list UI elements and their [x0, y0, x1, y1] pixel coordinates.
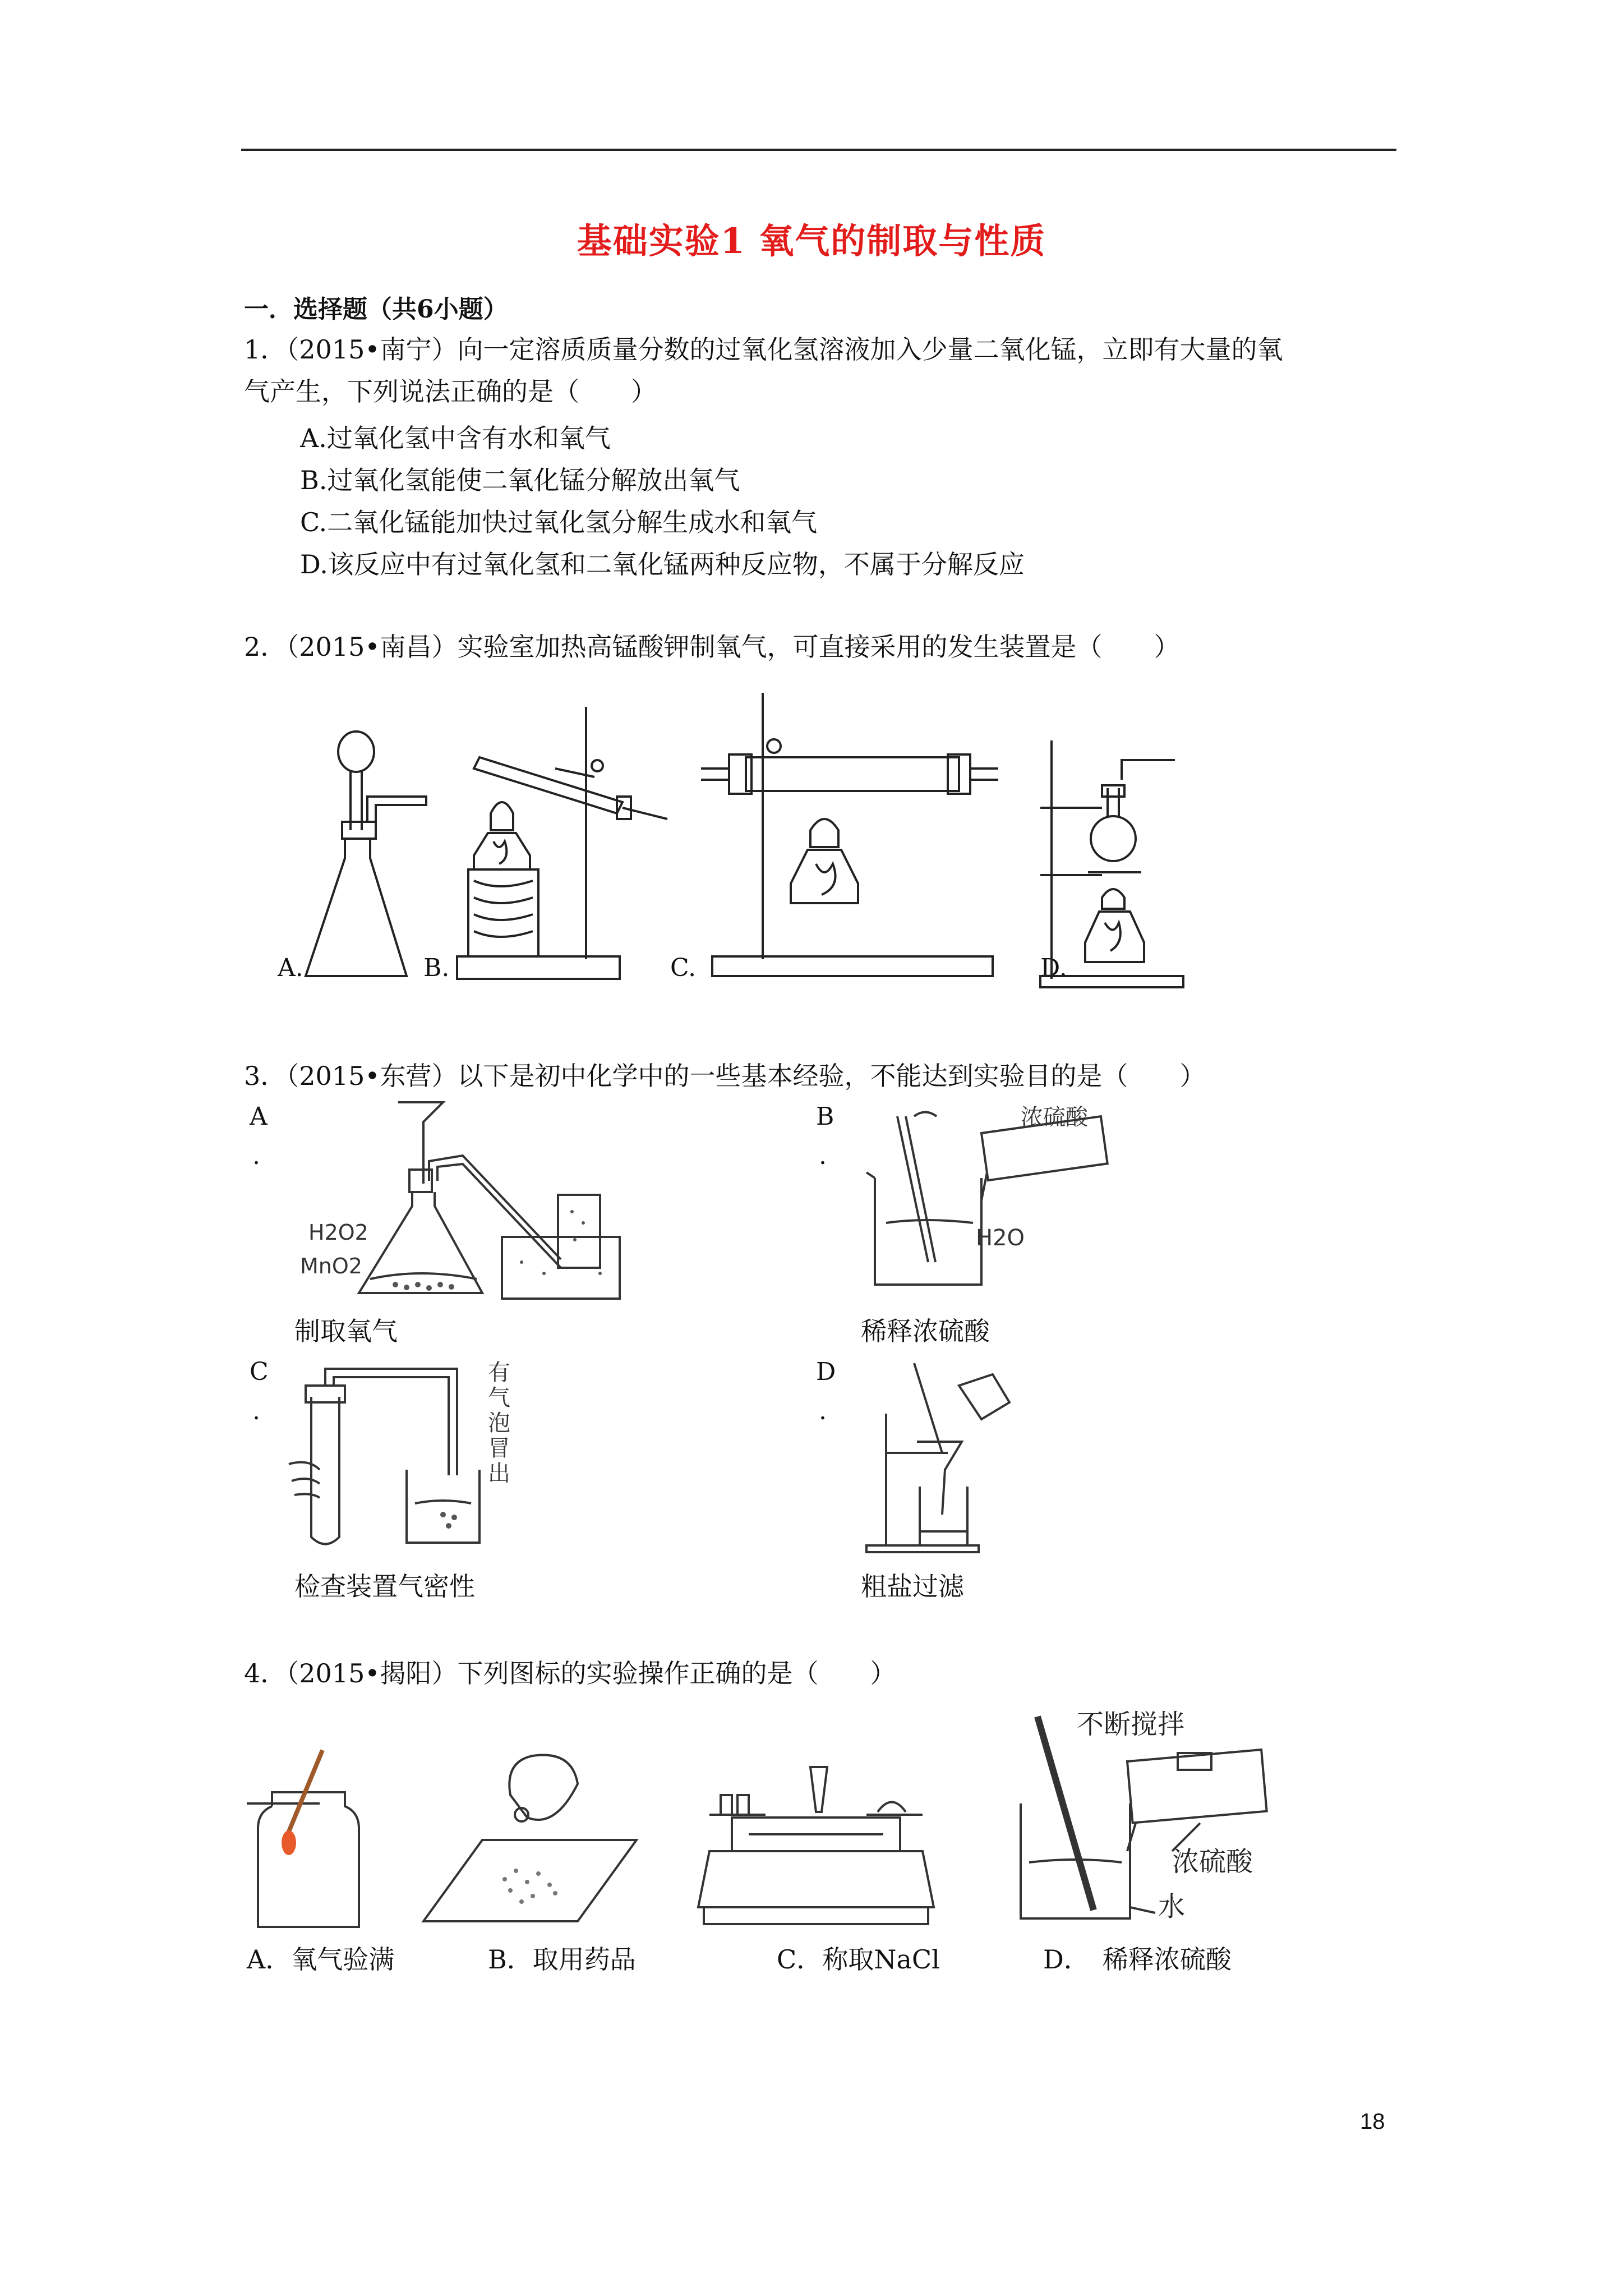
q3-caption-a: 制取氧气	[294, 1316, 398, 1346]
q4d-stir-label: 不断搅拌	[1077, 1709, 1185, 1740]
q4-caption-c: C．称取NaCl	[777, 1944, 940, 1975]
q4-stem: 4．（2015•揭阳）下列图标的实验操作正确的是（ ）	[244, 1658, 896, 1688]
q3-figure-d	[864, 1352, 1043, 1554]
q3-caption-c: 检查装置气密性	[294, 1571, 475, 1602]
q4-figure-c	[698, 1761, 939, 1930]
q2-label-d: D.	[1040, 954, 1067, 982]
header-rule	[241, 149, 1396, 151]
q3-letter-a: A	[250, 1102, 268, 1131]
q3a-mno2-label: MnO2	[300, 1254, 362, 1278]
q4d-acid-label: 浓硫酸	[1172, 1846, 1253, 1878]
q4d-water-label: 水	[1158, 1891, 1186, 1922]
q2-figure-b	[454, 701, 679, 987]
q3-figure-a	[297, 1099, 645, 1301]
q4-figure-b	[421, 1728, 645, 1930]
q3c-bubble-4: 冒	[488, 1435, 510, 1461]
page-title: 基础实验1 氧气的制取与性质	[577, 220, 1046, 261]
q2-stem: 2．（2015•南昌）实验室加热高锰酸钾制氧气，可直接采用的发生装置是（ ）	[244, 632, 1180, 662]
q4-caption-b: B．取用药品	[488, 1944, 636, 1975]
q3a-h2o2-label: H2O2	[308, 1220, 368, 1245]
q1-option-b: B.过氧化氢能使二氧化锰分解放出氧气	[300, 465, 740, 495]
q3-caption-b: 稀释浓硫酸	[861, 1316, 990, 1346]
q4-figure-d	[1009, 1705, 1301, 1930]
q2-label-a: A.	[278, 954, 303, 982]
q3c-bubble-3: 泡	[488, 1410, 510, 1436]
q3b-water-label: H2O	[976, 1225, 1025, 1251]
q3-figure-c	[286, 1352, 544, 1554]
q3-stem: 3．（2015•东营）以下是初中化学中的一些基本经验，不能达到实验目的是（ ）	[244, 1061, 1206, 1091]
q4-caption-d: D． 稀释浓硫酸	[1043, 1944, 1232, 1975]
q1-stem-line1: 1．（2015•南宁）向一定溶质质量分数的过氧化氢溶液加入少量二氧化锰，立即有大量的氧	[244, 334, 1283, 365]
q1-stem-line2: 气产生，下列说法正确的是（ ）	[244, 376, 657, 407]
q3-dot-d: .	[819, 1397, 827, 1425]
q3-figure-b	[864, 1099, 1155, 1290]
q3-letter-d: D	[816, 1358, 836, 1386]
q3-dot-a: .	[252, 1142, 260, 1170]
q3-letter-c: C	[250, 1358, 269, 1386]
q1-option-a: A.过氧化氢中含有水和氧气	[300, 423, 611, 453]
q2-figure-a	[303, 712, 437, 982]
q3b-acid-label: 浓硫酸	[1021, 1105, 1088, 1130]
section-heading: 一．选择题（共6小题）	[244, 295, 508, 324]
q3-letter-b: B	[816, 1102, 834, 1131]
q1-option-d: D.该反应中有过氧化氢和二氧化锰两种反应物，不属于分解反应	[300, 549, 1025, 579]
q3c-bubble-2: 气	[488, 1385, 510, 1411]
q4-caption-a: A．氧气验满	[247, 1944, 395, 1975]
q3-caption-d: 粗盐过滤	[861, 1571, 964, 1602]
q4-figure-a	[247, 1739, 376, 1930]
q3c-bubble-5: 出	[488, 1461, 510, 1487]
q3c-bubble-1: 有	[488, 1360, 510, 1386]
q1-option-c: C.二氧化锰能加快过氧化氢分解生成水和氧气	[300, 507, 818, 537]
q2-label-c: C.	[670, 954, 697, 982]
q2-label-b: B.	[423, 954, 450, 982]
q3-dot-b: .	[819, 1142, 827, 1170]
q3-dot-c: .	[252, 1397, 260, 1425]
q2-figure-c	[701, 690, 1015, 987]
page-number: 18	[1360, 2109, 1385, 2134]
q2-figure-d	[1040, 740, 1197, 987]
